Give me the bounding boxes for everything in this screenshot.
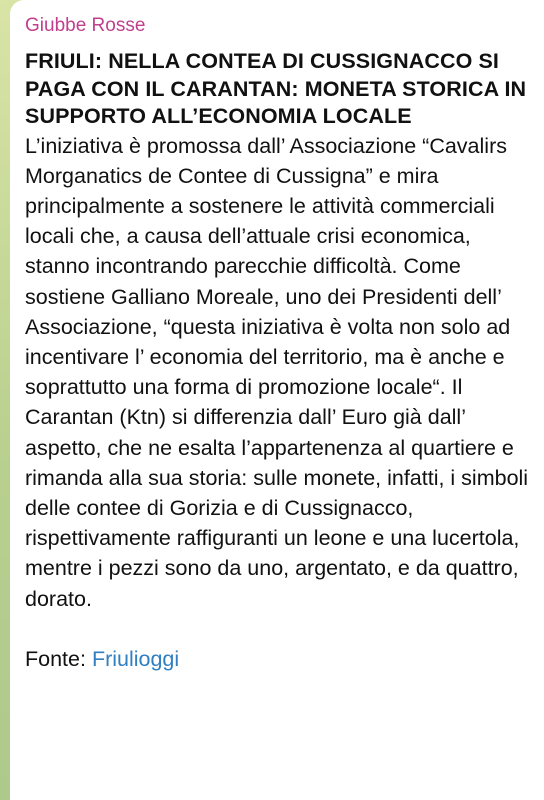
sender-name[interactable]: Giubbe Rosse xyxy=(25,15,146,36)
message-body: L’iniziativa è promossa dall’ Associazione “Cavalirs Morganatics de Contee di Cussigna” e mira principalmente a sostenere le attività commerciali locali che, a causa dell’attuale crisi economica, stanno incontrando parecchie difficoltà. Come sostiene Galliano Moreale, uno dei Presidenti dell’ Associazione, “questa iniziativa è volta non solo ad incentivare l’ economia del territorio, ma è anche e soprattutto una forma di promozione locale“. Il Carantan (Ktn) si differenzia dall’ Euro già dall’ aspetto, che ne esalta l’appartenenza al quartiere e rimanda alla sua storia: sulle monete, infatti, i simboli delle contee di Gorizia e di Cussignacco, rispettivamente raffiguranti un leone e una lucertola, mentre i pezzi sono da uno, argentato, e da quattro, dorato. xyxy=(25,133,529,611)
source-link[interactable]: Friulioggi xyxy=(91,646,180,671)
message-headline: FRIULI: NELLA CONTEA DI CUSSIGNACCO SI PAGA CON IL CARANTAN: MONETA STORICA IN SUPPORTO ALL’ECONOMIA LOCALE xyxy=(25,49,527,128)
message-bubble xyxy=(10,0,544,800)
message-source xyxy=(25,644,530,674)
source-label: Fonte: xyxy=(25,646,86,671)
